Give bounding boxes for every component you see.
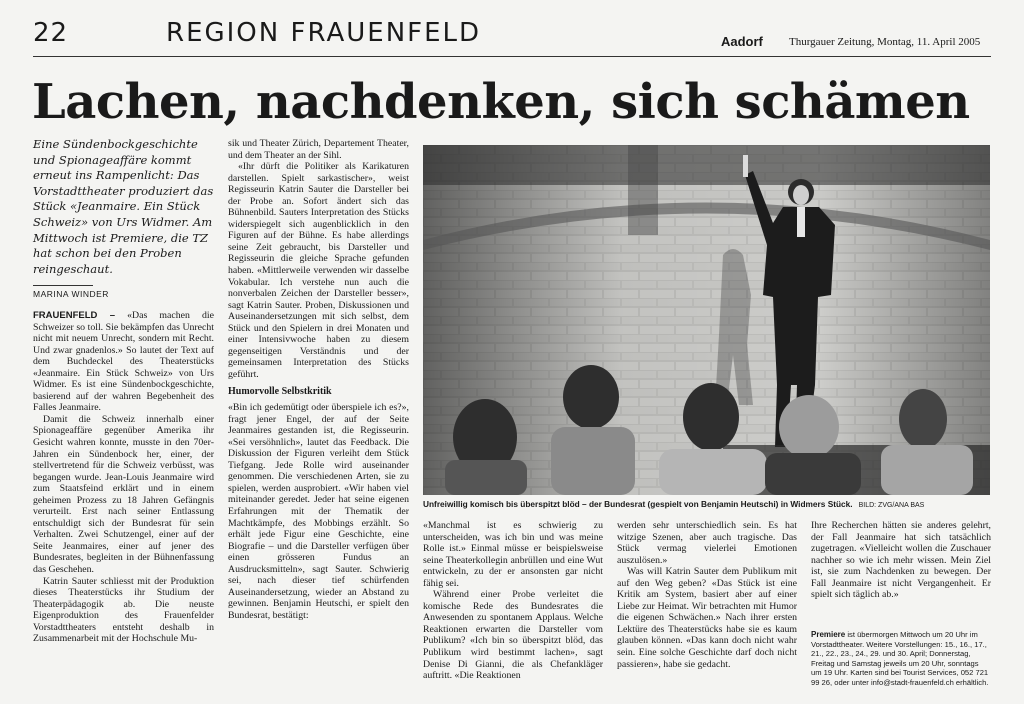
dateline: FRAUENFELD – [33, 310, 115, 321]
headline: Lachen, nachdenken, sich schämen [32, 74, 970, 130]
paragraph: «Ihr dürft die Politiker als Karikaturen darstellen. Spielt sarkastischer», weist Regisseurin Katrin Sauter die Darsteller bei der Probe an. Sofort ändert sich das Bühnenbild. Sauters Interpretation des Stücks widerspiegelt sich augenblicklich in den Figuren auf der Bühne. Es habe allerdings seine Zeit gebraucht, bis Darsteller und Regisseurin die gleiche Sprache gefunden haben. «Mittlerweile verwenden wir dasselbe Vokabular. Ich verstehe nun auch die nonverbalen Zeichen der Darsteller besser», sagt Katrin Sauter. Proben, Diskussionen und Auseinandersetzungen mit sich selbst, dem Stück und den Spielern in drei Monaten und einer Intensivwoche haben zu diesem gegenseitigen Verständnis und der gemeinsamen Interpretation des Stücks geführt. [228, 161, 409, 380]
article-column-3 [423, 520, 603, 682]
paragraph [33, 310, 214, 414]
article-column-4 [617, 520, 797, 670]
caption-text: Unfreiwillig komisch bis überspitzt blöd – der Bundesrat (gespielt von Benjamin Heutschi) in Widmers Stück. [423, 499, 853, 509]
photo-credit: BILD: ZVG/ANA BAS [858, 502, 925, 509]
paragraph: «Manchmal ist es schwierig zu unterscheiden, was ich bin und was meine Rolle ist.» Einmal müsse er beispielsweise seine Theaterkollegin anbrüllen und eine Wut entwickeln, zu der er ansonsten gar nicht fähig sei. [423, 520, 603, 589]
article-column-2 [228, 138, 409, 621]
author-byline: MARINA WINDER [33, 289, 109, 299]
section-title: REGION FRAUENFELD [166, 18, 482, 48]
paragraph: sik und Theater Zürich, Departement Theater, und dem Theater an der Sihl. [228, 138, 409, 161]
publication-dateline: Thurgauer Zeitung, Montag, 11. April 2005 [789, 36, 981, 48]
lead-paragraph: Eine Sündenbockgeschichte und Spionageaffäre kommt erneut ins Rampenlicht: Das Vorstadttheater produziert das Stück «Jeanmaire. Ein Stück Schweiz» von Urs Widmer. Am Mittwoch ist Premiere, die TZ hat schon bei den Proben reingeschaut. [33, 137, 214, 276]
article-column-1 [33, 310, 214, 645]
rehearsal-photo [423, 145, 990, 495]
paragraph: werden sehr unterschiedlich sein. Es hat witzige Szenen, aber auch tragische. Das Stück vermag vielerlei Emotionen auszulösen.» [617, 520, 797, 566]
header-rule [33, 56, 991, 57]
paragraph: Während einer Probe verleitet die komische Rede des Bundesrates die Anwesenden zu spontanem Applaus. Welche Reaktionen erwarten die Darsteller vom Publikum? «Ich bin so überspitzt blöd, das Publikum wird bestimmt lachen», sagt Denise Di Gianni, die als Chefankläger auftritt. «Die Reaktionen [423, 589, 603, 682]
info-label: Premiere [811, 630, 846, 639]
paragraph: Katrin Sauter schliesst mit der Produktion dieses Theaterstücks ihr Studium der Theaterpädagogik ab. Die neuste Eigenproduktion des Frauenfelder Vorstadttheaters entsteht deshalb in Zusammenarbeit mit der Hochschule Mu- [33, 575, 214, 645]
paragraph: Ihre Recherchen hätten sie anderes gelehrt, der Fall Jeanmaire hat sich tatsächlich zugetragen. «Vielleicht wollen die Zuschauer nachher so wie ich mehr wissen. Mein Ziel ist, sie zum Nachdenken zu bewegen. Der Fall Jeanmaire ist nicht Vergangenheit. Er spielt sich täglich ab.» [811, 520, 991, 601]
photo-caption [423, 499, 990, 509]
paragraph: Was will Katrin Sauter dem Publikum mit auf den Weg geben? «Das Stück ist eine Kritik am System, basiert aber auf einer Liebe zur Heimat. Wir betrachten mit Humor die eigenen Schwächen.» Nach ihrer ersten Lektüre des Theaterstücks habe sie es kaum glauben können. «Das kann doch nicht wahr sein. Eine solche Geschichte darf doch nicht passieren», habe sie gedacht. [617, 566, 797, 670]
article-column-5 [811, 520, 991, 601]
page-number: 22 [33, 18, 69, 48]
paragraph-text: «Das machen die Schweizer so toll. Sie bekämpfen das Unrecht nicht mit neuem Unrecht, sondern mit Recht. Und zwar gnadenlos.» So lautet der Text auf dem Buchdeckel des Theaterstücks «Jeanmaire. Ein Stück Schweiz» von Urs Widmer. Es ist eine Sündenbockgeschichte, basierend auf der wahren Begebenheit des Falles Jeanmaire. [33, 310, 214, 414]
paragraph: Damit die Schweiz innerhalb einer Spionageaffäre gegenüber Amerika ihr Gesicht wahren konnte, musste in den 70er-Jahren ein Sündenbock her, einer, der stellvertretend für die Schweiz verbüsst, was begangen wurde. Jean-Louis Jeanmaire wird zum Staatsfeind erklärt und in einem geheimen Prozess zu 18 Jahren Gefängnis verurteilt. Erst nach seiner Entlassung entschuldigt sich der Bundesrat für sein Verhalten. Zwei Schutzengel, einer auf der Seite Jeanmaires, einer auf jener des Bundesrates, begleiten in der Bühnenfassung das Geschehen. [33, 413, 214, 576]
info-text: ist übermorgen Mittwoch um 20 Uhr im Vorstadttheater. Weitere Vorstellungen: 15., 16., 17., 21., 22., 23., 24., 29. und 30. April; Donnerstag, Freitag und Samstag jeweils um 20 Uhr, sonntags um 19 Uhr. Karten sind bei Tourist Services, 052 721 99 26, oder unter info@stadt-frauenfeld.ch erhältlich. [811, 630, 989, 687]
subheading: Humorvolle Selbstkritik [228, 386, 332, 398]
author-rule [33, 285, 93, 286]
paragraph: «Bin ich gedemütigt oder überspiele ich es?», fragt jener Engel, der auf der Seite Jeanmaires gestanden ist, die Regisseurin. «Sei versöhnlich», lautet das Feedback. Die Diskussion der Figuren verleiht dem Stück Tiefgang. Jede Rolle wird auseinander genommen. Die verschiedenen Arten, sie zu spielen, werden ausprobiert. «Wir haben viel miteinander geredet. Jeder hat seine eigenen Erfahrungen mit der Thematik der Machtkämpfe, des Mobbings erzählt. So erhält jede Figur eine Geschichte, eine Biografie – und die Darsteller verfügen über einen grösseren Fundus an Ausdrucksmitteln», sagt Sauter. Schwierig sei, nach dieser tief schürfenden Auseinandersetzung, wieder an Abstand zu gewinnen. Benjamin Heutschi, er spielt den Bundesrat, bestätigt: [228, 402, 409, 621]
info-box [811, 630, 991, 688]
town-label: Aadorf [721, 34, 763, 49]
